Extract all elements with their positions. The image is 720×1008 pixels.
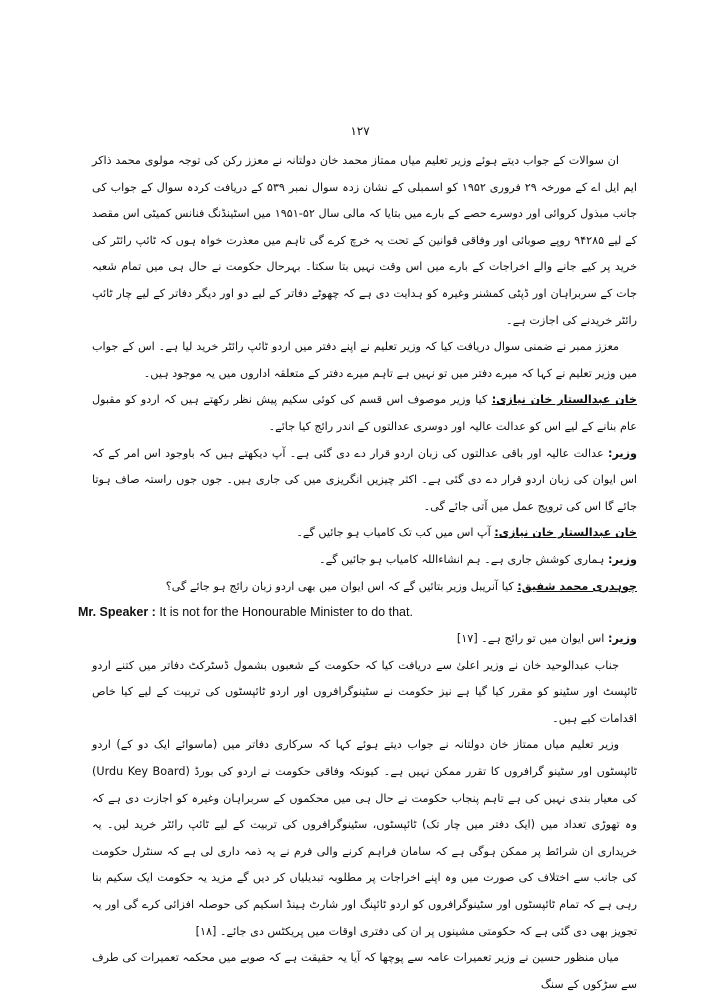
- speaker-name: خان عبدالستار خان نیازی:: [494, 526, 637, 540]
- speaker-paragraph: [92, 441, 637, 521]
- paragraph-text: جناب عبدالوحید خان نے وزیر اعلیٰ سے دریافت کیا کہ حکومت کے شعبوں بشمول ڈسٹرکٹ دفاتر میں کتنے اردو ٹائپسٹ اور سٹینو کو مقرر کیا گیا ہے نیز حکومت نے سٹینوگرافروں اور اردو ٹائپسٹوں کی تربیت کے لیے کیا خاص اقدامات کیے ہیں۔: [92, 658, 637, 725]
- speaker-name: وزیر:: [607, 632, 637, 646]
- paragraph-text: کیا آنریبل وزیر بتائیں گے کہ اس ایوان میں بھی اردو زبان رائج ہو جائے گی؟: [165, 579, 514, 593]
- paragraph: [92, 653, 637, 733]
- speaker-name: چوہدری محمد شفیق:: [517, 579, 637, 593]
- speaker-name: وزیر:: [607, 446, 637, 460]
- paragraph-text: میاں منظور حسین نے وزیر تعمیرات عامہ سے پوچھا کہ آیا یہ حقیقت ہے کہ صوبے میں محکمہ تعمیرات کی طرف سے سڑکوں کے سنگ: [92, 951, 637, 991]
- english-text: It is not for the Honourable Minister to do that.: [159, 605, 413, 620]
- speaker-paragraph: [92, 520, 637, 547]
- paragraph-text: ہماری کوشش جاری ہے۔ ہم انشاءاللہ کامیاب ہو جائیں گے۔: [319, 552, 605, 566]
- english-speaker-line: [78, 600, 651, 624]
- paragraph-text: کیا وزیر موصوف اس قسم کی کوئی سکیم پیش نظر رکھتے ہیں کہ اردو کو مقبول عام بنانے کے لیے اس کو عدالت عالیہ اور دوسری عدالتوں کے اندر رائج کیا جائے۔: [92, 393, 637, 433]
- speaker-name: خان عبدالستار خان نیازی:: [491, 393, 637, 407]
- paragraph-text: ان سوالات کے جواب دیتے ہوئے وزیر تعلیم میاں ممتاز محمد خان دولتانہ نے معزز رکن کی توجہ مولوی محمد ذاکر ایم ایل اے کے مورخہ ۲۹ فروری ۱۹۵۲ کو اسمبلی کے نشان زدہ سوال نمبر ۵۳۹ کے دریافت کردہ سوال کے جواب کی جانب مبذول کروائی اور دوسرے حصے کے بارے میں بتایا کہ مالی سال ۵۲-۱۹۵۱ میں اسٹینڈنگ فنانس کمیٹی اس مقصد کے لیے ۹۴۲۸۵ روپے صوبائی اور وفاقی قوانین کے تحت یہ خرچ کرے گی تاہم میں معذرت خواہ ہوں کہ ٹائپ رائٹر کی خرید پر کیے جانے والے اخراجات کے بارے میں اس وقت نہیں بتا سکتا۔ بہرحال حکومت نے حال ہی میں تمام شعبہ جات کے سربراہان اور ڈپٹی کمشنر وغیرہ کو ہدایت دی ہے کہ چھوٹے دفاتر کے لیے دو اور دیگر دفاتر کے لیے چار ٹائپ رائٹر خریدنے کی اجازت ہے۔: [92, 154, 637, 327]
- paragraph-text: وزیر تعلیم میاں ممتاز خان دولتانہ نے جواب دیتے ہوئے کہا کہ سرکاری دفاتر میں (ماسوائے ایک دو کے) اردو ٹائپسٹوں اور سٹینو گرافروں کا تقرر ممکن نہیں ہے۔ کیونکہ وفاقی حکومت نے اردو کی بورڈ (Urdu Key Board) کی معیار بندی نہیں کی ہے تاہم پنجاب حکومت نے حال ہی میں محکموں کے سربراہان وغیرہ کو اجازت دی ہے کہ وہ تھوڑی تعداد میں (ایک دفتر میں چار تک) ٹائپسٹوں، سٹینوگرافروں کی تربیت کے لیے ٹائپ رائٹر خرید لیں۔ یہ خریداری ان شرائط پر ممکن ہوگی ہے کہ سامان فراہم کرنے والی فرم نے یہ ذمہ داری لی ہے کہ سنٹرل حکومت کی جانب سے اختلاف کی صورت میں وہ اپنے اخراجات پر مطلوبہ تبدیلیاں کر دیں گے مزید یہ حکومت ایک سکیم بنا رہی ہے کہ تمام ٹائپسٹوں اور سٹینوگرافروں کو اردو ٹائپنگ اور شارٹ ہینڈ اسکیم کی حوصلہ افزائی کرے گی اور یہ تجویز بھی دی گئی ہے کہ حکومتی مشینوں پر ان کی دفتری اوقات میں پریکٹس دی جائے۔ [۱۸]: [92, 738, 637, 938]
- page-number: ۱۲۷: [350, 124, 370, 138]
- speaker-paragraph: [92, 547, 637, 574]
- speaker-paragraph: [92, 574, 637, 601]
- speaker-paragraph: [92, 626, 637, 653]
- speaker-name: وزیر:: [607, 552, 637, 566]
- paragraph: [92, 148, 637, 334]
- speaker-name: Mr. Speaker :: [78, 605, 156, 620]
- body-text: [78, 148, 637, 998]
- paragraph-text: عدالت عالیہ اور باقی عدالتوں کی زبان اردو قرار دے دی گئی ہے۔ آپ دیکھتے ہیں کہ باوجود اس امر کے کہ اس ایوان کی زبان اردو قرار دے دی گئی ہے۔ اکثر چیزیں انگریزی میں کی جاری ہیں۔ جوں جوں راستہ صاف ہوتا جائے گا اس کی ترویج عمل میں آتی جائے گی۔: [92, 446, 637, 513]
- paragraph: [92, 732, 637, 945]
- speaker-paragraph: [92, 387, 637, 440]
- paragraph: [92, 334, 637, 387]
- paragraph-text: اس ایوان میں تو رائج ہے۔ [۱۷]: [456, 632, 605, 646]
- paragraph-text: معزز ممبر نے ضمنی سوال دریافت کیا کہ وزیر تعلیم نے اپنے دفتر میں اردو ٹائپ رائٹر خرید لیا ہے۔ اس کے جواب میں وزیر تعلیم نے کہا کہ میرے دفتر میں تو نہیں ہے تاہم میرے دفتر کے متعلقہ اداروں میں یہ موجود ہیں۔: [92, 340, 637, 380]
- paragraph: [92, 945, 637, 998]
- paragraph-text: آپ اس میں کب تک کامیاب ہو جائیں گے۔: [296, 526, 491, 540]
